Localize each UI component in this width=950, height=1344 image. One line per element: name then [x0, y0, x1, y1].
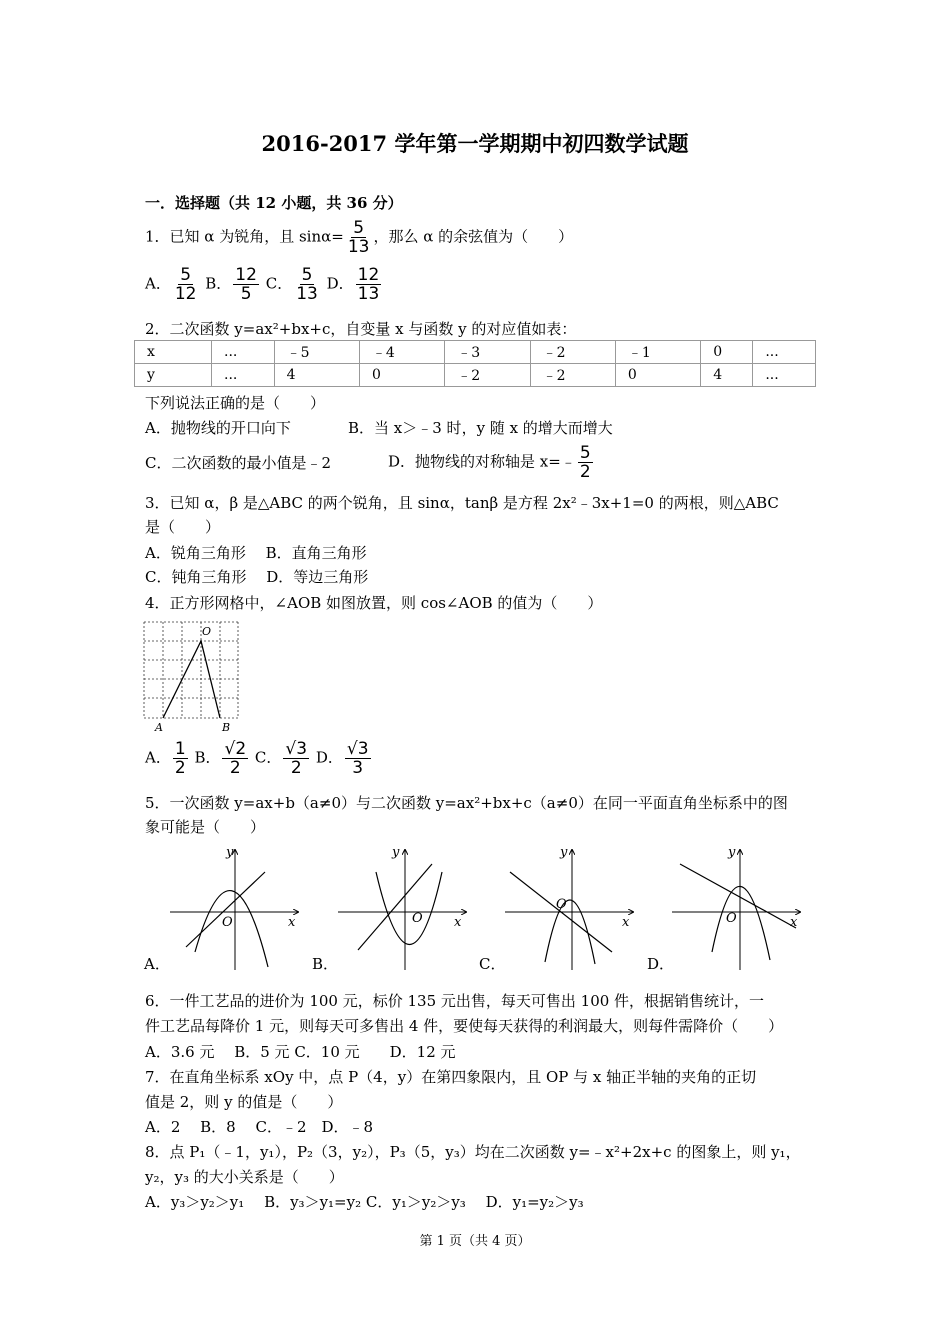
q4-stem: 4．正方形网格中，∠AOB 如图放置，则 cos∠AOB 的值为（ ） [145, 594, 603, 612]
graph-a [143, 845, 298, 973]
q3-line2: 是（ ） [145, 518, 221, 536]
angle-grid-figure [140, 620, 242, 736]
svg-text:x: x [288, 915, 296, 930]
q3-options-ab: A．锐角三角形 B．直角三角形 [145, 544, 367, 562]
table-row-y: y ... 4 0 ﹣2 ﹣2 0 4 ... [135, 364, 816, 387]
question-1 [145, 219, 573, 256]
svg-text:B．: B． [312, 955, 339, 973]
point-o-label: O [202, 625, 212, 638]
point-a-label: A [155, 721, 163, 734]
q2-option-d: D．抛物线的对称轴是 x=﹣ $\frac{5}{2}$ [388, 443, 591, 482]
svg-text:y: y [392, 845, 400, 860]
point-b-label: B [222, 721, 231, 734]
section-heading: 一．选择题（共 12 小题，共 36 分） [145, 194, 403, 212]
graph-d [647, 845, 800, 973]
q6-line2: 件工艺品每降价 1 元，则每天可多售出 4 件，要使每天获得的利润最大，则每件需降价（ ） [145, 1017, 784, 1035]
q1-option-a: $\frac{5}{12}$ [174, 265, 197, 304]
svg-text:x: x [790, 915, 798, 930]
q8-line1: 8．点 P₁（﹣1，y₁），P₂（3，y₂），P₃（5，y₃）均在二次函数 y=﹣x²+2x+c 的图象上，则 y₁， [145, 1143, 801, 1161]
q4-option-c: $\frac{√3}{2}$ [285, 739, 308, 778]
svg-text:O: O [222, 915, 233, 930]
q1-stem-pre: 1．已知 α 为锐角，且 sinα= [145, 227, 344, 246]
svg-text:y: y [226, 845, 234, 860]
q7-options: A．2 B．8 C．﹣2 D．﹣8 [145, 1118, 374, 1136]
q8-options: A．y₃＞y₂＞y₁ B．y₃＞y₁=y₂ C．y₁＞y₂＞y₃ D．y₁=y₂＞y₃ [145, 1193, 584, 1211]
q2-option-b: B．当 x＞﹣3 时，y 随 x 的增大而增大 [348, 419, 613, 437]
q7-line1: 7．在直角坐标系 xOy 中，点 P（4，y）在第四象限内，且 OP 与 x 轴正半轴的夹角的正切 [145, 1068, 757, 1086]
q2-stem: 2．二次函数 y=ax²+bx+c，自变量 x 与函数 y 的对应值如表： [145, 320, 577, 338]
q2-after: 下列说法正确的是（ ） [145, 394, 326, 412]
q1-option-b: $\frac{12}{5}$ [235, 265, 257, 304]
q5-line2: 象可能是（ ） [145, 818, 266, 836]
svg-text:x: x [454, 915, 462, 930]
q1-option-d: $\frac{12}{13}$ [357, 265, 380, 304]
graph-c [479, 845, 633, 973]
q5-line1: 5．一次函数 y=ax+b（a≠0）与二次函数 y=ax²+bx+c（a≠0）在同一平面直角坐标系中的图 [145, 794, 788, 812]
svg-text:y: y [728, 845, 736, 860]
page-footer: 第 1 页（共 4 页） [419, 1234, 531, 1249]
svg-text:D．: D． [647, 955, 675, 973]
page-title: 2016-2017 学年第一学期期中初四数学试题 [261, 131, 689, 156]
q1-stem-fraction: $\frac{5}{13}$ [347, 218, 370, 257]
q3-options-cd: C．钝角三角形 D．等边三角形 [145, 568, 369, 586]
q6-options: A．3.6 元 B．5 元 C．10 元 D．12 元 [145, 1043, 456, 1061]
q8-line2: y₂，y₃ 的大小关系是（ ） [145, 1168, 344, 1186]
svg-text:C．: C． [479, 955, 506, 973]
q2-option-a: A．抛物线的开口向下 [145, 419, 291, 437]
svg-text:O: O [556, 897, 567, 912]
svg-text:A．: A． [144, 955, 170, 973]
value-table [134, 340, 816, 387]
table-row-x: x ... ﹣5 ﹣4 ﹣3 ﹣2 ﹣1 0 ... [135, 341, 816, 364]
q1-options: A． $\frac{5}{12}$ B． $\frac{12}{5}$ C． $\frac{5}{13}$ D． $\frac{12}{13}$ [145, 265, 380, 304]
q1-stem-post: ，那么 α 的余弦值为（ ） [373, 227, 574, 246]
svg-text:x: x [622, 915, 630, 930]
function-graphs [140, 842, 805, 977]
svg-text:y: y [560, 845, 568, 860]
svg-text:O: O [726, 911, 737, 926]
q4-option-a: $\frac{1}{2}$ [174, 739, 186, 778]
q6-line1: 6．一件工艺品的进价为 100 元，标价 135 元出售，每天可售出 100 件，根据销售统计，一 [145, 992, 765, 1010]
q7-line2: 值是 2，则 y 的值是（ ） [145, 1093, 343, 1111]
svg-text:O: O [412, 911, 423, 926]
q4-option-b: $\frac{√2}{2}$ [224, 739, 247, 778]
q4-options: A． $\frac{1}{2}$ B． $\frac{√2}{2}$ C． $\frac{√3}{2}$ D． $\frac{√3}{3}$ [145, 739, 369, 778]
q2-option-c: C．二次函数的最小值是﹣2 [145, 454, 332, 472]
q4-option-d: $\frac{√3}{3}$ [346, 739, 369, 778]
graph-b [312, 845, 466, 973]
angle-aob [163, 641, 220, 718]
q3-line1: 3．已知 α，β 是△ABC 的两个锐角，且 sinα，tanβ 是方程 2x²﹣3x+1=0 的两根，则△ABC [145, 494, 779, 512]
q1-option-c: $\frac{5}{13}$ [296, 265, 318, 304]
